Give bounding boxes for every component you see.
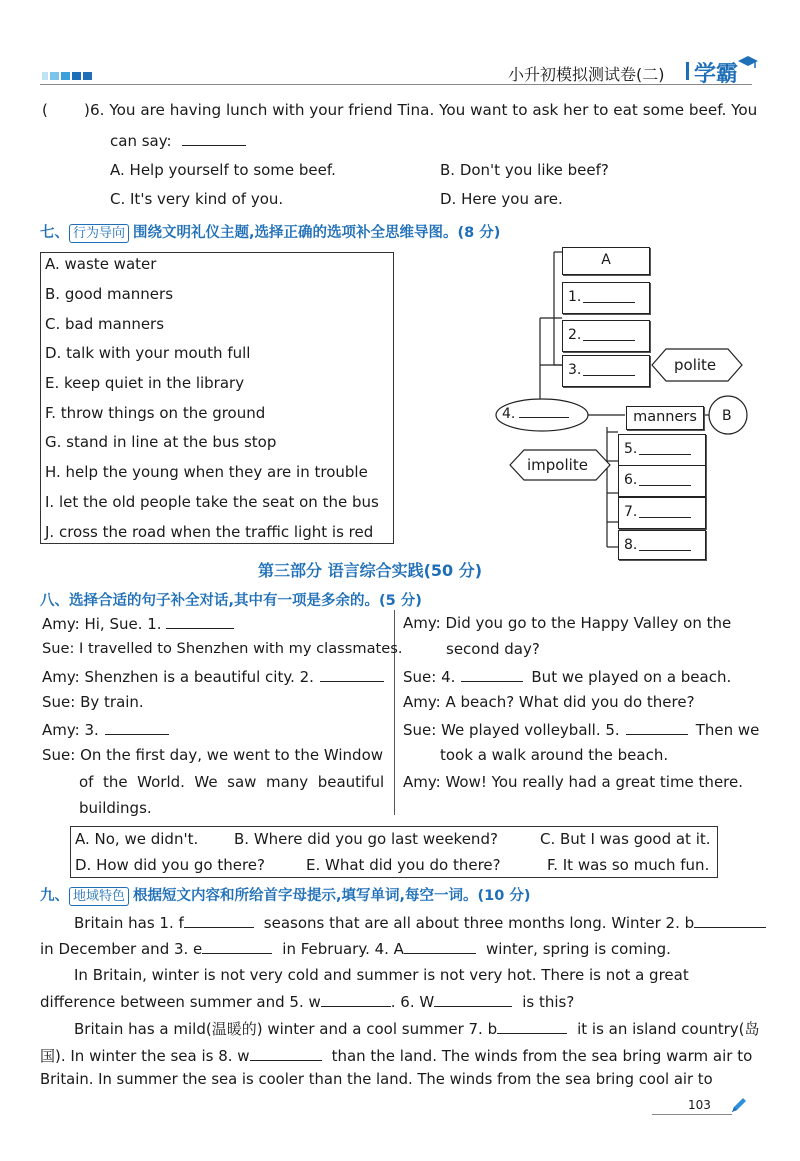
option-d: D. talk with your mouth full: [45, 344, 251, 362]
passage-line-1: Britain has 1. f seasons that are all about three months long. Winter 2. b: [74, 913, 766, 932]
dialogue-left-5: Amy: 3.: [42, 720, 169, 739]
q6-stem2: can say:: [110, 132, 172, 150]
blank-9-5[interactable]: [321, 992, 391, 1007]
section7-heading: [40, 221, 500, 243]
dialogue-right-2: second day?: [446, 640, 540, 658]
dialogue-right-1: Amy: Did you go to the Happy Valley on the: [403, 614, 732, 632]
choice-b: B. Where did you go last weekend?: [234, 830, 498, 848]
mind-map-slot-5[interactable]: [618, 434, 706, 466]
slot-7-label: 7.: [624, 504, 638, 520]
slot-6-label: 6.: [624, 472, 638, 488]
polite-label: polite: [674, 356, 717, 374]
option-h: H. help the young when they are in trouble: [45, 463, 368, 481]
q6-paren-open: (: [42, 101, 48, 119]
header-decoration: [42, 66, 92, 84]
mind-map-slot-4[interactable]: [502, 405, 569, 422]
impolite-label: impolite: [527, 456, 588, 474]
slot-5-label: 5.: [624, 441, 638, 457]
footer-rule: [652, 1114, 732, 1115]
section9-instruction: 根据短文内容和所给首字母提示,填写单词,每空一词。(10 分): [133, 888, 531, 904]
dialogue-right-5: Sue: We played volleyball. 5. Then we: [403, 721, 760, 739]
section9-tag: 地域特色: [69, 887, 129, 906]
blank-1[interactable]: [166, 614, 234, 629]
choice-f: F. It was so much fun.: [547, 856, 710, 874]
section7-instruction: 围绕文明礼仪主题,选择正确的选项补全思维导图。(8 分): [133, 225, 501, 241]
q6-answer-slot[interactable]: [52, 101, 82, 119]
option-i: I. let the old people take the seat on the bus: [45, 493, 379, 511]
section8-num: 八、: [40, 593, 69, 609]
manners-label: manners: [633, 409, 697, 425]
dialogue-left-3: Amy: Shenzhen is a beautiful city. 2.: [42, 667, 384, 686]
mind-map-slot-2[interactable]: [562, 320, 650, 352]
dialogue-left-1: Amy: Hi, Sue. 1.: [42, 614, 234, 633]
blank-9-7[interactable]: [497, 1019, 567, 1034]
passage-line-5: Britain has a mild(温暖的) winter and a cool summer 7. b it is an island country(岛: [74, 1020, 760, 1038]
q6-option-c: C. It's very kind of you.: [110, 190, 284, 208]
dialogue-left-6: Sue: On the first day, we went to the Window: [42, 746, 384, 764]
passage-line-2: in December and 3. e in February. 4. A winter, spring is coming.: [40, 940, 671, 958]
q6-stem: 6. You are having lunch with your friend Tina. You want to ask her to eat some beef. You: [90, 101, 758, 119]
header-divider: [686, 62, 689, 80]
choice-e: E. What did you do there?: [306, 856, 501, 874]
q6-paren-close: ): [84, 101, 90, 119]
choice-c: C. But I was good at it.: [540, 830, 711, 848]
option-f: F. throw things on the ground: [45, 404, 266, 422]
section9-heading: [40, 884, 531, 906]
section9-num: 九、: [40, 888, 69, 904]
slot-8-label: 8.: [624, 537, 638, 553]
section8-heading: [40, 589, 422, 610]
dialogue-right-3: Sue: 4. But we played on a beach.: [403, 668, 732, 686]
option-a: A. waste water: [45, 255, 157, 273]
section8-instruction: 选择合适的句子补全对话,其中有一项是多余的。(5 分): [69, 593, 422, 609]
mind-map-slot-8[interactable]: [618, 530, 706, 560]
blank-2[interactable]: [320, 667, 384, 682]
choice-a: A. No, we didn't.: [75, 830, 199, 848]
mind-map-slot-3[interactable]: [562, 355, 650, 387]
dialogue-right-4: Amy: A beach? What did you do there?: [403, 693, 695, 711]
dialogue-left-8: buildings.: [79, 799, 152, 817]
slot-1-label: 1.: [568, 289, 582, 305]
mind-map-slot-6[interactable]: [618, 465, 706, 497]
dialogue-right-6: took a walk around the beach.: [440, 746, 669, 764]
q6-blank[interactable]: [182, 131, 246, 146]
q6-option-b: B. Don't you like beef?: [440, 161, 609, 179]
section7-tag: 行为导向: [69, 224, 129, 243]
option-j: J. cross the road when the traffic light is red: [45, 523, 374, 541]
option-g: G. stand in line at the bus stop: [45, 433, 277, 451]
blank-5[interactable]: [626, 720, 688, 735]
passage-line-7: Britain. In summer the sea is cooler than the land. The winds from the sea bring cool air to: [40, 1071, 713, 1088]
page-number: 103: [688, 1098, 711, 1112]
q6-option-d: D. Here you are.: [440, 190, 563, 208]
q6-stem-line2: [110, 131, 246, 150]
blank-9-1[interactable]: [184, 913, 254, 928]
option-c: C. bad manners: [45, 315, 165, 333]
dialogue-left-4: Sue: By train.: [42, 693, 144, 711]
circle-b-label: B: [722, 408, 732, 424]
passage-line-3: In Britain, winter is not very cold and summer is not very hot. There is not a great: [74, 966, 689, 984]
blank-4[interactable]: [461, 667, 523, 682]
blank-9-2[interactable]: [694, 913, 766, 928]
option-b: B. good manners: [45, 285, 174, 303]
mind-map-slot-1[interactable]: [562, 282, 650, 314]
passage-line-6: 国). In winter the sea is 8. w than the land. The winds from the sea bring warm air to: [40, 1047, 753, 1065]
mind-map-a-label: A: [601, 252, 611, 268]
slot-3-label: 3.: [568, 362, 582, 378]
section7-num: 七、: [40, 225, 69, 241]
slot-4-label: 4.: [502, 406, 516, 422]
blank-9-6[interactable]: [434, 992, 512, 1007]
blank-9-8[interactable]: [250, 1046, 322, 1061]
dialogue-left-7: of the World. We saw many beautiful: [79, 773, 385, 791]
blank-9-4[interactable]: [404, 939, 476, 954]
mind-map-slot-7[interactable]: [618, 497, 706, 529]
section7-options-box: [40, 252, 394, 544]
choice-d: D. How did you go there?: [75, 856, 265, 874]
header-title: 小升初模拟测试卷(二): [508, 65, 665, 84]
option-e: E. keep quiet in the library: [45, 374, 245, 392]
mind-map-a-box: [562, 247, 650, 275]
pencil-icon: [730, 1096, 748, 1118]
blank-3[interactable]: [105, 720, 169, 735]
brand-logo: 学霸: [694, 62, 739, 87]
q6-option-a: A. Help yourself to some beef.: [110, 161, 336, 179]
manners-box: [626, 406, 704, 430]
part3-title: 第三部分 语言综合实践(50 分): [258, 561, 483, 580]
slot-2-label: 2.: [568, 327, 582, 343]
dialogue-left-2: Sue: I travelled to Shenzhen with my classmates.: [42, 640, 403, 657]
graduation-cap-icon: [738, 55, 758, 73]
dialogue-right-7: Amy: Wow! You really had a great time there.: [403, 773, 744, 791]
blank-9-3[interactable]: [202, 939, 272, 954]
passage-line-4: difference between summer and 5. w . 6. W is this?: [40, 993, 575, 1011]
